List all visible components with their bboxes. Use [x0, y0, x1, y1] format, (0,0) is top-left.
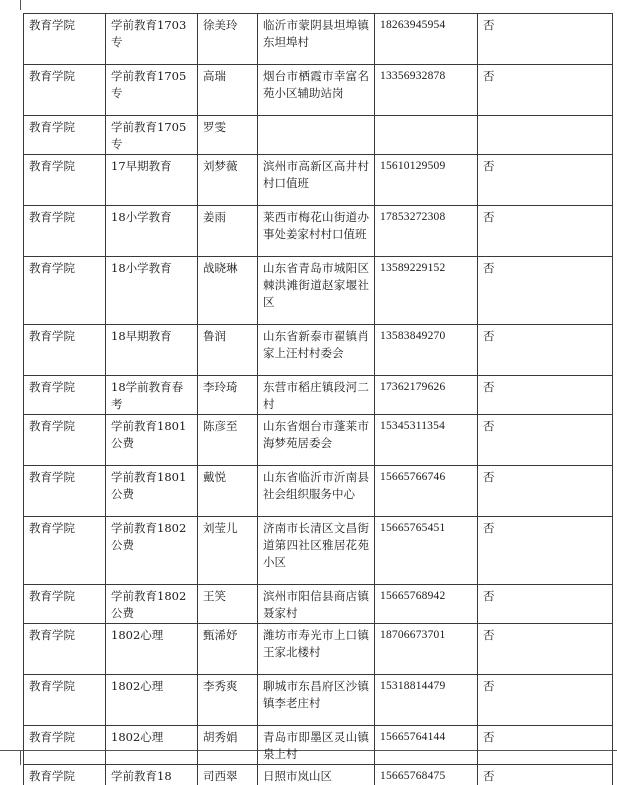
table-row: [24, 155, 613, 206]
table-row: [24, 65, 613, 116]
flag-cell: 否: [478, 466, 613, 517]
college-cell: 教育学院: [24, 585, 106, 624]
address-cell: 青岛市即墨区灵山镇泉上村: [258, 726, 375, 765]
college-cell: 教育学院: [24, 726, 106, 765]
student-name-cell: 戴悦: [198, 466, 258, 517]
class-cell: 学前教育1705专: [106, 65, 198, 116]
college-cell: 教育学院: [24, 415, 106, 466]
phone-cell: 15345311354: [375, 415, 478, 466]
address-cell: [258, 116, 375, 155]
flag-cell: 否: [478, 585, 613, 624]
college-cell: 教育学院: [24, 325, 106, 376]
phone-cell: 15610129509: [375, 155, 478, 206]
student-name-cell: 姜雨: [198, 206, 258, 257]
address-cell: 东营市稻庄镇段河二村: [258, 376, 375, 415]
college-cell: 教育学院: [24, 257, 106, 325]
phone-cell: 15665768942: [375, 585, 478, 624]
student-name-cell: 陈彦至: [198, 415, 258, 466]
college-cell: 教育学院: [24, 765, 106, 785]
student-name-cell: 司西翠: [198, 765, 258, 785]
address-cell: 潍坊市寿光市上口镇王家北楼村: [258, 624, 375, 675]
phone-cell: 13583849270: [375, 325, 478, 376]
student-name-cell: 李秀爽: [198, 675, 258, 726]
phone-cell: 15665766746: [375, 466, 478, 517]
college-cell: 教育学院: [24, 675, 106, 726]
class-cell: 1802心理: [106, 726, 198, 765]
table-row: [24, 14, 613, 65]
address-cell: 山东省青岛市城阳区棘洪滩街道赵家堰社区: [258, 257, 375, 325]
table-row: [24, 257, 613, 325]
table-row: [24, 765, 613, 785]
college-cell: 教育学院: [24, 206, 106, 257]
phone-cell: 13589229152: [375, 257, 478, 325]
student-name-cell: 甄浠妤: [198, 624, 258, 675]
student-name-cell: 王笑: [198, 585, 258, 624]
college-cell: 教育学院: [24, 624, 106, 675]
address-cell: 滨州市阳信县商店镇聂家村: [258, 585, 375, 624]
student-name-cell: 战晓琳: [198, 257, 258, 325]
address-cell: 山东省临沂市沂南县社会组织服务中心: [258, 466, 375, 517]
class-cell: 学前教育1703专: [106, 14, 198, 65]
address-cell: 日照市岚山区: [258, 765, 375, 785]
flag-cell: 否: [478, 765, 613, 785]
flag-cell: 否: [478, 624, 613, 675]
flag-cell: 否: [478, 206, 613, 257]
college-cell: 教育学院: [24, 155, 106, 206]
flag-cell: 否: [478, 65, 613, 116]
flag-cell: 否: [478, 325, 613, 376]
address-cell: 山东省烟台市蓬莱市海梦苑居委会: [258, 415, 375, 466]
student-name-cell: 刘莹儿: [198, 517, 258, 585]
flag-cell: 否: [478, 376, 613, 415]
address-cell: 临沂市蒙阴县坦埠镇东坦埠村: [258, 14, 375, 65]
college-cell: 教育学院: [24, 65, 106, 116]
phone-cell: 13356932878: [375, 65, 478, 116]
table-row: [24, 585, 613, 624]
class-cell: 学前教育1802公费: [106, 585, 198, 624]
phone-cell: 15318814479: [375, 675, 478, 726]
phone-cell: 15665765451: [375, 517, 478, 585]
student-name-cell: 胡秀娟: [198, 726, 258, 765]
roster-body: [24, 14, 613, 785]
flag-cell: 否: [478, 257, 613, 325]
table-row: [24, 675, 613, 726]
flag-cell: 否: [478, 155, 613, 206]
phone-cell: 15665768475: [375, 765, 478, 785]
flag-cell: 否: [478, 726, 613, 765]
flag-cell: 否: [478, 675, 613, 726]
table-row: [24, 726, 613, 765]
address-cell: 济南市长清区文昌街道第四社区雅居花苑小区: [258, 517, 375, 585]
phone-cell: 17362179626: [375, 376, 478, 415]
student-name-cell: 李玲琦: [198, 376, 258, 415]
class-cell: 学前教育1802公费: [106, 517, 198, 585]
phone-cell: 18706673701: [375, 624, 478, 675]
flag-cell: 否: [478, 517, 613, 585]
table-row: [24, 376, 613, 415]
class-cell: 1802心理: [106, 624, 198, 675]
class-cell: 18学前教育春考: [106, 376, 198, 415]
class-cell: 17早期教育: [106, 155, 198, 206]
table-row: [24, 325, 613, 376]
class-cell: 18小学教育: [106, 257, 198, 325]
address-cell: 莱西市梅花山街道办事处姜家村村口值班: [258, 206, 375, 257]
phone-cell: [375, 116, 478, 155]
address-cell: 山东省新泰市翟镇肖家上汪村村委会: [258, 325, 375, 376]
phone-cell: 15665764144: [375, 726, 478, 765]
college-cell: 教育学院: [24, 376, 106, 415]
phone-cell: 17853272308: [375, 206, 478, 257]
student-roster-table: [23, 13, 613, 785]
student-name-cell: 罗雯: [198, 116, 258, 155]
student-name-cell: 徐美玲: [198, 14, 258, 65]
class-cell: 学前教育1705专: [106, 116, 198, 155]
address-cell: 聊城市东昌府区沙镇镇李老庄村: [258, 675, 375, 726]
table-row: [24, 415, 613, 466]
student-name-cell: 高瑞: [198, 65, 258, 116]
college-cell: 教育学院: [24, 116, 106, 155]
college-cell: 教育学院: [24, 466, 106, 517]
flag-cell: [478, 116, 613, 155]
class-cell: 18早期教育: [106, 325, 198, 376]
class-cell: 1802心理: [106, 675, 198, 726]
table-row: [24, 466, 613, 517]
college-cell: 教育学院: [24, 517, 106, 585]
table-row: [24, 206, 613, 257]
college-cell: 教育学院: [24, 14, 106, 65]
crop-mark-top-left: [20, 0, 21, 10]
address-cell: 滨州市高新区高井村村口值班: [258, 155, 375, 206]
address-cell: 烟台市栖霞市幸富名苑小区辅助站岗: [258, 65, 375, 116]
flag-cell: 否: [478, 415, 613, 466]
class-cell: 学前教育18: [106, 765, 198, 785]
phone-cell: 18263945954: [375, 14, 478, 65]
class-cell: 18小学教育: [106, 206, 198, 257]
student-name-cell: 鲁润: [198, 325, 258, 376]
flag-cell: 否: [478, 14, 613, 65]
crop-mark-bottom-left: [20, 751, 21, 765]
class-cell: 学前教育1801公费: [106, 415, 198, 466]
table-row: [24, 624, 613, 675]
class-cell: 学前教育1801公费: [106, 466, 198, 517]
student-name-cell: 刘梦薇: [198, 155, 258, 206]
table-row: [24, 517, 613, 585]
table-row: [24, 116, 613, 155]
